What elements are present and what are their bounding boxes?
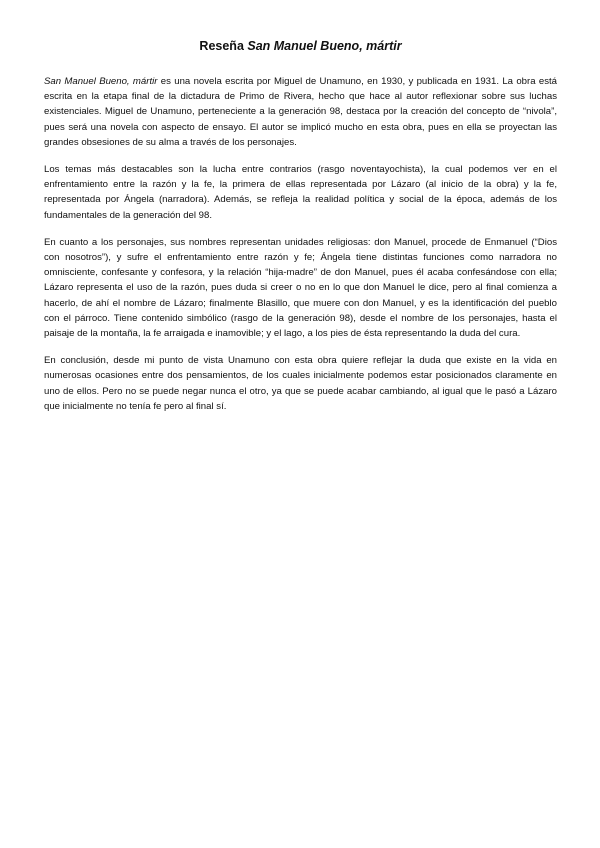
paragraph-intro — [44, 74, 557, 150]
intro-text: es una novela escrita por Miguel de Unamuno, en 1930, y publicada en 1931. La obra está escrita en la etapa final de la dictadura de Primo de Rivera, hecho que hace al autor reflexionar sobre sus luchas existenciales. Miguel de Unamuno, perteneciente a la generación 98, destaca por la creación del concepto de “nivola”, pues será una novela con aspecto de ensayo. El autor se implicó mucho en esta obra, pues en ella se proyectan las grandes obsesiones de su alma a través de los personajes. — [44, 76, 558, 148]
paragraph-themes: Los temas más destacables son la lucha entre contrarios (rasgo noventayochista), la cual podemos ver en el enfrentamiento entre la razón y la fe, la primera de ellas representada por Lázaro (al inicio de la obra) y la fe, representada por Ángela (narradora). Además, se refleja la realidad política y social de la época, además de los fundamentales de la generación del 98. — [44, 164, 557, 221]
title-italic: San Manuel Bueno, mártir — [247, 39, 402, 53]
paragraph-characters: En cuanto a los personajes, sus nombres representan unidades religiosas: don Manuel, procede de Enmanuel (“Dios con nosotros”), y sufre el enfrentamiento entre razón y fe; Ángela tiene distintas funciones como narradora no omnisciente, confesante y confesora, y la relación “hija-madre” de don Manuel, pues él acaba confesándose con ella; Lázaro representa el uso de la razón, pues duda si creer o no en lo que don Manuel le dice, pero al final comienza a hacerlo, de ahí el nombre de Lázaro; finalmente Blasillo, que muere con don Manuel, y es la identificación del pueblo con el párroco. Tiene contenido simbólico (rasgo de la generación 98), desde el nombre de los personajes, hasta el paisaje de la montaña, la fe arraigada e inamovible; y el lago, a los pies de ésta representando la duda del cura. — [44, 236, 557, 340]
title-prefix: Reseña — [199, 39, 248, 53]
document-page — [44, 38, 557, 426]
document-title — [44, 38, 557, 54]
intro-italic-work-title: San Manuel Bueno, mártir — [44, 76, 158, 87]
paragraph-conclusion: En conclusión, desde mi punto de vista Unamuno con esta obra quiere reflejar la duda que existe en la vida en numerosas ocasiones entre dos pensamientos, de los cuales inicialmente podemos estar posicionados claramente en uno de ellos. Pero no se puede negar nunca el otro, ya que se puede acabar cambiando, al igual que le pasó a Lázaro que inicialmente no tenía fe pero al final sí. — [44, 355, 557, 412]
